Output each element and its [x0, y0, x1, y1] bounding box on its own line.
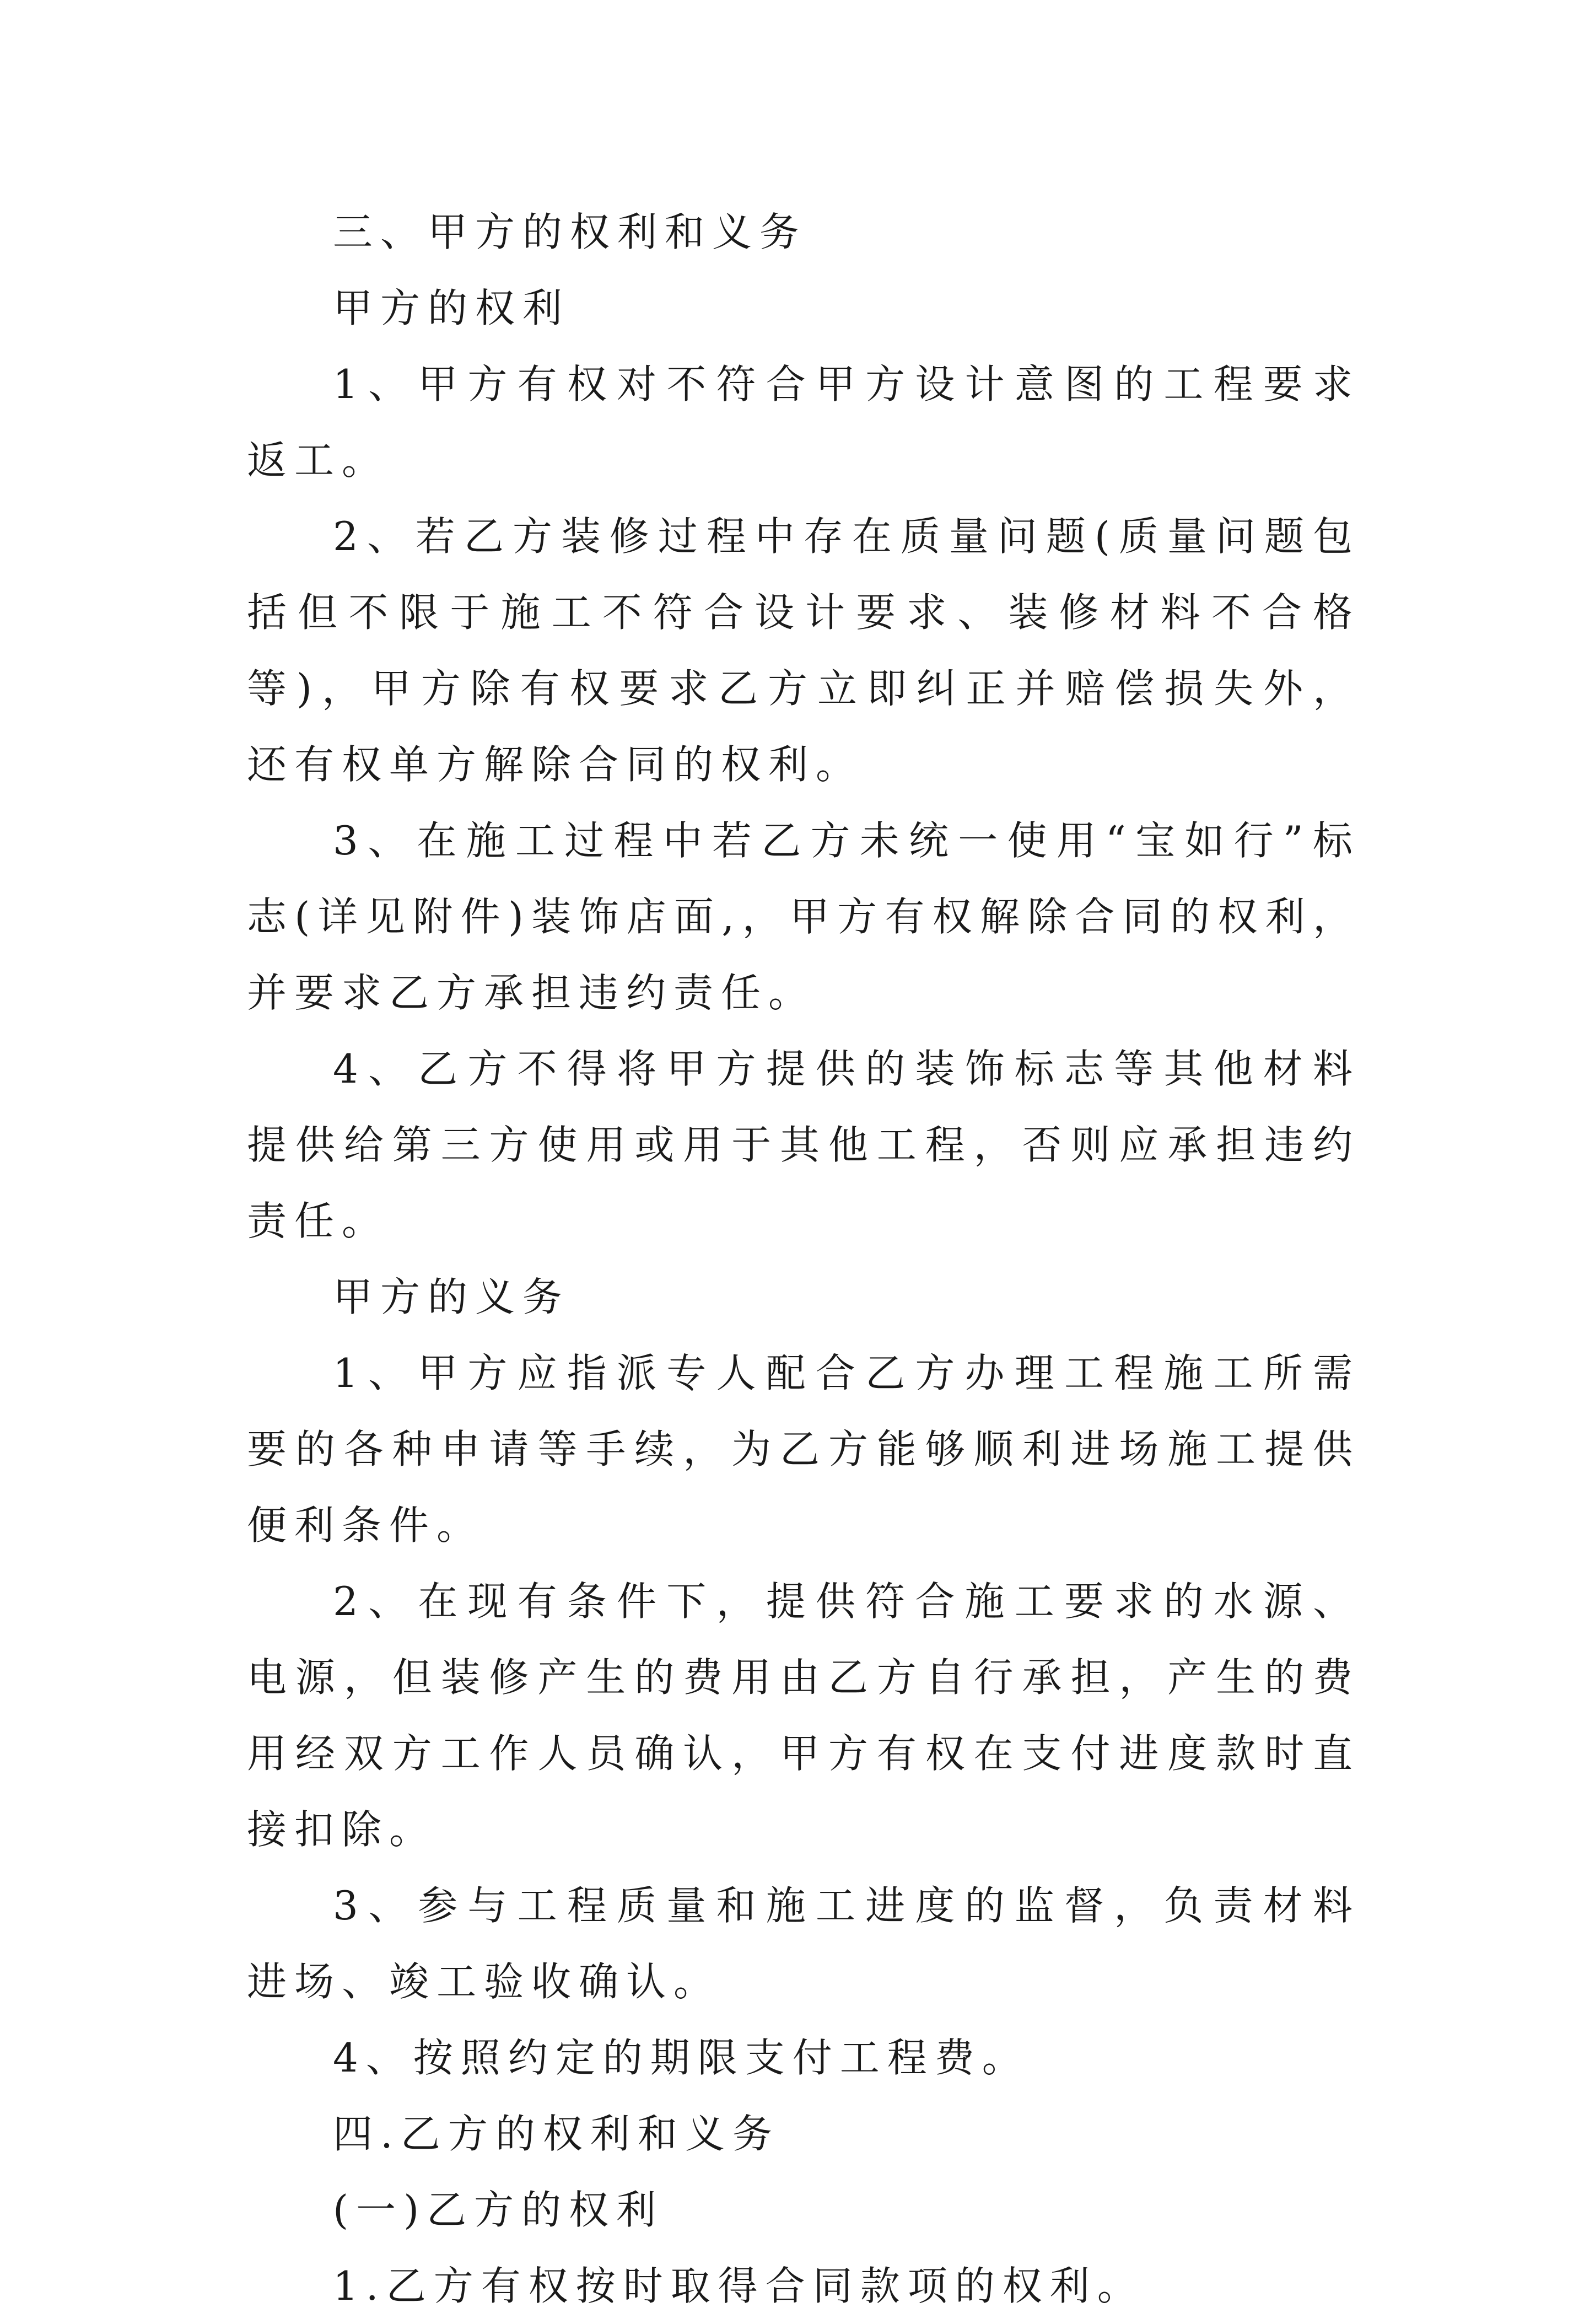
- subheading-party-b-rights: (一)乙方的权利: [333, 2187, 664, 2233]
- subheading-party-a-obligations: 甲方的义务: [333, 1274, 570, 1320]
- paragraph: 1、甲方应指派专人配合乙方办理工程施工所需要的各种申请等手续，为乙方能够顺利进场施工提供便利条件。: [247, 1350, 1360, 1548]
- paragraph: 3、参与工程质量和施工进度的监督，负责材料进场、竣工验收确认。: [247, 1882, 1360, 2005]
- document-body: [247, 194, 1360, 2324]
- paragraph: 1、甲方有权对不符合甲方设计意图的工程要求返工。: [247, 361, 1360, 483]
- section-heading-three: 三、甲方的权利和义务: [333, 209, 807, 255]
- paragraph: 2、若乙方装修过程中存在质量问题(质量问题包括但不限于施工不符合设计要求、装修材料不合格等)，甲方除有权要求乙方立即纠正并赔偿损失外，还有权单方解除合同的权利。: [247, 513, 1360, 788]
- paragraph: 3、在施工过程中若乙方未统一使用“宝如行”标志(详见附件)装饰店面,，甲方有权解除合同的权利，并要求乙方承担违约责任。: [247, 817, 1360, 1016]
- paragraph: 2、在现有条件下，提供符合施工要求的水源、电源，但装修产生的费用由乙方自行承担，产生的费用经双方工作人员确认，甲方有权在支付进度款时直接扣除。: [247, 1578, 1360, 1853]
- section-heading-four: 四.乙方的权利和义务: [333, 2111, 780, 2157]
- paragraph: 4、按照约定的期限支付工程费。: [333, 2035, 1030, 2081]
- paragraph: 4、乙方不得将甲方提供的装饰标志等其他材料提供给第三方使用或用于其他工程，否则应承担违约责任。: [247, 1046, 1360, 1244]
- subheading-party-a-rights: 甲方的权利: [333, 285, 570, 331]
- paragraph: 1.乙方有权按时取得合同款项的权利。: [333, 2263, 1145, 2309]
